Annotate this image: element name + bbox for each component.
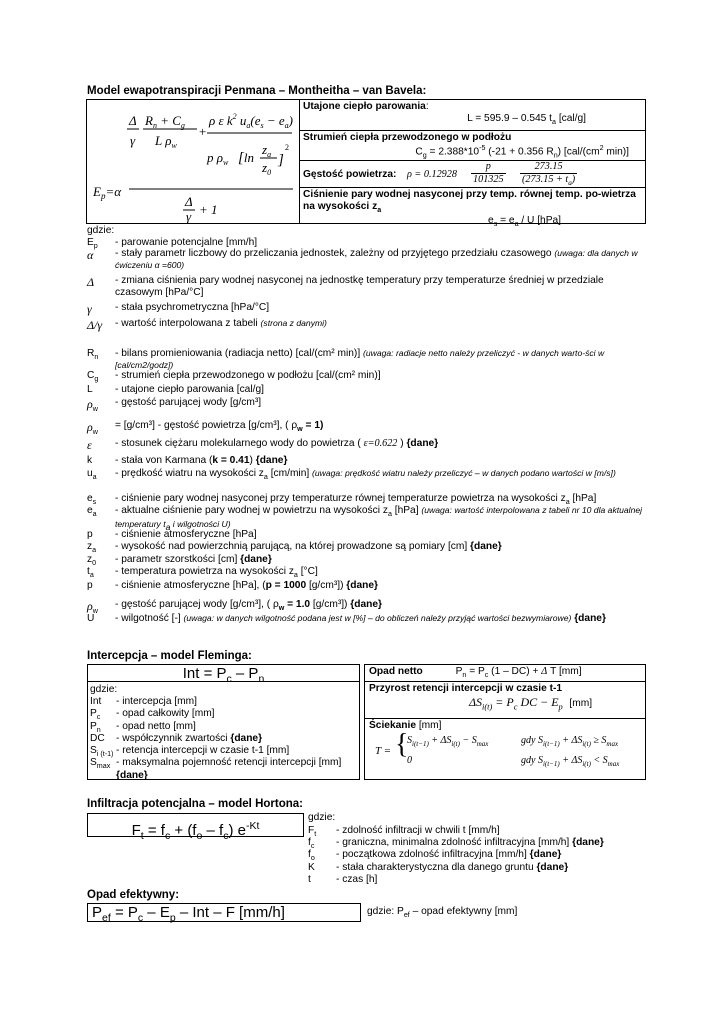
d-delta: Δ xyxy=(185,194,193,209)
definition-text: - graniczna, minimalna zdolność infiltracyjna [mm/h] {dane} xyxy=(336,837,604,849)
penman-formula xyxy=(87,100,300,223)
opad-netto-formula: $P_n = P_c$ (1 – DC) + Δ T [mm] xyxy=(455,666,582,680)
definition-row xyxy=(90,733,357,745)
za-frac: $z_a$ xyxy=(262,142,272,159)
definition-symbol: Int xyxy=(90,696,102,708)
dane-tag: {dane} xyxy=(116,769,148,781)
definition-text: - retencja intercepcji w czasie t-1 [mm] xyxy=(116,745,290,757)
ep-lhs: $E_p=\alpha$ xyxy=(93,184,122,201)
air-density-cell: Gęstość powietrza: ρ = 0.12928 $\frac{p}{101325}$ $\frac{273.15}{(273.15 + t_a)}$ xyxy=(299,161,645,188)
n1-bot: γ xyxy=(130,133,136,148)
definition-row xyxy=(90,745,357,757)
definition-symbol: $P_c$ xyxy=(90,708,101,722)
definition-symbol: $S_{i (t-1)}$ xyxy=(90,745,114,759)
definition-text: = [g/cm³] - gęstość powietrza [g/cm³], ( $\rho_w = 1$) xyxy=(115,420,324,434)
t-eq: T = xyxy=(375,745,392,757)
definition-symbol: γ xyxy=(87,302,92,316)
horton-definitions xyxy=(308,825,648,886)
definition-symbol: L xyxy=(87,384,93,395)
definition-text: - parowanie potencjalne [mm/h] xyxy=(115,237,258,248)
definition-symbol: p xyxy=(87,529,93,540)
opad-netto-cell xyxy=(365,665,645,682)
przyrost-formula: $\Delta S_{i(t)} = P_c$ DC − $E_p$ [mm] xyxy=(469,695,593,712)
przyrost-cell xyxy=(365,682,645,719)
definition-row xyxy=(308,862,648,874)
definition-row xyxy=(90,757,357,781)
sat-pressure-cell xyxy=(299,188,645,228)
horton-formula: $F_t = f_c + (f_o - f_c)$ $e^{-Kt}$ xyxy=(131,820,260,842)
horton-formula-box xyxy=(87,813,304,842)
z0-frac: $z_0$ xyxy=(262,160,272,177)
fleming-gdzie: gdzie: xyxy=(90,684,118,695)
section-title-fleming: Intercepcja – model Fleminga: xyxy=(87,650,252,662)
definition-text: - temperatura powietrza na wysokości $z_a$ [°C] xyxy=(115,566,318,580)
definition-text: - stała von Karmana (k = 0.41) {dane} xyxy=(115,455,288,466)
definition-row xyxy=(308,837,648,849)
latent-heat-formula: L = 595.9 – 0.545 $t_a$ [cal/g] xyxy=(467,113,586,127)
fleming-formula-box xyxy=(87,664,360,685)
definition-symbol: p xyxy=(87,580,93,591)
definition-symbol: $R_n$ xyxy=(87,348,99,362)
definition-symbol: $\rho_w$ xyxy=(87,599,98,616)
definition-text: - ciśnienie atmosferyczne [hPa] xyxy=(115,529,257,540)
definition-symbol: $\rho_w$ xyxy=(87,420,98,437)
definition-symbol: DC xyxy=(90,732,105,744)
definition-text: - opad całkowity [mm] xyxy=(116,708,215,720)
section-title-penman: Model ewapotranspiracji Penmana – Montheitha – van Bavela: xyxy=(87,85,427,97)
gdzie-label: gdzie: xyxy=(87,225,115,236)
definition-text: - gęstość parującej wody [g/cm³] xyxy=(115,397,262,408)
dane-tag: {dane} xyxy=(536,861,569,873)
definition-text: - początkowa zdolność infiltracyjna [mm/h] {dane} xyxy=(336,849,562,861)
definition-note: (uwaga: radiacje netto należy przeliczyć - w danych warto-ści w [cal/cm2/godz]) xyxy=(115,348,605,371)
definition-symbol: k xyxy=(87,455,93,466)
dane-tag: {dane} xyxy=(529,849,562,861)
section-title-effective: Opad efektywny: xyxy=(87,889,180,901)
horton-gdzie: gdzie: xyxy=(308,812,336,823)
d-gamma: γ xyxy=(186,209,192,223)
definition-symbol: $t_a$ xyxy=(87,566,94,580)
sciekanie-cell: Ściekanie [mm] T = { $S_{i(t-1)} + \Delta S_{i(t)} - S_{max}$ gdy $S_{i(t-1)} + \Delta S_{i(t)} \ge S_{max}$ 0 gdy $S_{i(t-1)} + \Delta S_{i(t)} < S_{max}$ xyxy=(369,720,620,768)
definition-text: - maksymalna pojemność retencji intercepcji [mm] {dane} xyxy=(116,757,342,781)
definition-symbol: $e_s$ xyxy=(87,493,97,507)
case-1: $S_{i(t-1)} + \Delta S_{i(t)} - S_{max}$ xyxy=(407,735,489,748)
effective-formula: $P_{ef} = P_c - E_p$ – Int – F [mm/h] xyxy=(92,904,285,924)
definition-symbol: t xyxy=(308,873,311,885)
sat-pressure-title: Ciśnienie pary wodnej nasyconej przy temp. równej temp. po-wietrza na wysokości $z_a$ xyxy=(303,189,636,215)
definition-symbol: $z_0$ xyxy=(87,554,97,568)
definition-text: - parametr szorstkości [cm] {dane} xyxy=(115,554,272,565)
dane-tag: {dane} xyxy=(572,837,604,849)
fleming-defs-box xyxy=(87,681,360,780)
opad-netto-title: Opad netto xyxy=(369,666,423,677)
definition-text: - czas [h] xyxy=(336,873,378,885)
soil-heat-formula: $C_g = 2.388*10^{-5}$ (-21 + 0.356 $R_n$) [$cal/(cm^2$ min)] xyxy=(415,144,629,160)
n3-top: ρ ε $k^2$ $u_a(e_s - e_a)$ xyxy=(209,112,294,130)
definition-symbol: $z_a$ xyxy=(87,541,97,555)
definition-row xyxy=(308,874,648,886)
brace: { xyxy=(395,729,409,760)
definition-note: (uwaga: w danych wilgotność podana jest w [%] – do obliczeń należy przyjąć wartości bezwymiarowe) xyxy=(183,613,572,623)
definition-text: - ciśnienie pary wodnej nasyconej przy temperaturze równej temperaturze powietrza na wysokości $z_a$ [hPa] xyxy=(115,493,597,507)
fleming-definitions xyxy=(90,696,357,782)
definition-text: - bilans promieniowania (radiacja netto) [cal/(cm² min)] (uwaga: radiacje netto należy przeliczyć - w danych warto-ści w [cal/cm2/godz]) xyxy=(115,348,605,371)
definition-row xyxy=(90,696,357,708)
sat-pressure-formula: $e_s = e_a / U$ [hPa] xyxy=(488,214,561,228)
definition-symbol: ε xyxy=(87,438,92,452)
definition-text: - stała psychrometryczna [hPa/°C] xyxy=(115,302,270,313)
definition-note: (uwaga: prędkość wiatru należy przeliczyć – w danych podano wartości w [m/s]) xyxy=(312,468,616,478)
penman-equation-svg xyxy=(87,100,299,223)
definition-row xyxy=(308,849,648,861)
definition-symbol: $e_a$ xyxy=(87,505,97,519)
definition-symbol: α xyxy=(87,248,94,262)
definition-text: - wartość interpolowana z tabeli (strona z danymi) xyxy=(115,318,327,329)
section-title-horton: Infiltracja potencjalna – model Hortona: xyxy=(87,798,303,810)
definition-text: - wysokość nad powierzchnią parującą, na której prowadzone są pomiary [cm] {dane} xyxy=(115,541,502,552)
effective-formula-box xyxy=(87,903,361,922)
definition-text: - stały parametr liczbowy do przeliczania jednostek, zależny od przyjętego przedziału czasowego (uwaga: dla danych w ćwiczeniu α =600) xyxy=(115,248,638,271)
definition-text: - opad netto [mm] xyxy=(116,720,196,732)
soil-heat-cell xyxy=(299,131,645,161)
definition-symbol: $P_n$ xyxy=(90,720,101,734)
definition-symbol: $S_{max}$ xyxy=(90,757,111,771)
definition-text: - ciśnienie atmosferyczne [hPa], (p = 1000 [g/cm³]) {dane} xyxy=(115,580,379,591)
dane-tag: {dane} xyxy=(255,455,288,466)
dane-tag: {dane} xyxy=(574,613,606,624)
definition-symbol: U xyxy=(87,613,95,624)
n2-top: $R_n + C_g$ xyxy=(145,113,185,130)
penman-formula-box xyxy=(86,99,646,228)
fleming-right-box xyxy=(364,664,646,780)
definition-text: - prędkość wiatru na wysokości $z_a$ [cm/min] (uwaga: prędkość wiatru należy przeliczyć – w danych podano wartości w [m/s]) xyxy=(115,468,616,482)
definition-symbol: Δ/γ xyxy=(87,318,103,332)
latent-heat-cell: Utajone ciepło parowania: L = 595.9 – 0.545 $t_a$ [cal/g] xyxy=(299,100,645,131)
dane-tag: {dane} xyxy=(346,580,379,591)
definition-symbol: $C_g$ xyxy=(87,370,99,384)
ln-text: [ln xyxy=(238,150,254,166)
definition-text: - stała charakterystyczna dla danego gruntu {dane} xyxy=(336,861,569,873)
air-density-title: Gęstość powietrza: xyxy=(303,169,397,180)
definition-row xyxy=(90,721,357,733)
definition-symbol: $\rho_w$ xyxy=(87,397,98,414)
definition-text: - zdolność infiltracji w chwili t [mm/h] xyxy=(336,825,500,836)
svg-text:2: 2 xyxy=(285,143,289,152)
definition-text: - intercepcja [mm] xyxy=(116,696,197,708)
case-1-cond: gdy $S_{i(t-1)} + \Delta S_{i(t)} \ge S_{max}$ xyxy=(521,735,619,748)
definition-symbol: K xyxy=(308,861,315,873)
fleming-formula: Int = $P_c - P_n$ xyxy=(182,665,265,685)
plus: + xyxy=(199,124,207,139)
sciekanie-title: Ściekanie xyxy=(369,720,417,731)
definition-symbol: Δ xyxy=(87,275,95,289)
dane-tag: {dane} xyxy=(406,438,439,449)
definition-symbol: $f_c$ xyxy=(308,837,315,851)
case-2: 0 xyxy=(407,755,412,766)
d-plus: + 1 xyxy=(199,202,218,217)
definition-symbol: $E_p$ xyxy=(87,237,98,251)
definition-text: - aktualne ciśnienie pary wodnej w powietrzu na wysokości $z_a$ [hPa] (uwaga: wartość interpolowana z tabeli nr 10 dla aktualnej temperatury $t_a$ i wilgotności U) xyxy=(115,505,643,532)
dane-tag: {dane} xyxy=(230,732,263,744)
definition-text: - gęstość parującej wody [g/cm³], ( $\rho_w = 1.0$ [g/cm³]) {dane} xyxy=(115,599,382,613)
definition-symbol: $f_o$ xyxy=(308,849,315,863)
definition-text: - wilgotność [-] (uwaga: w danych wilgotność podana jest w [%] – do obliczeń należy przyjąć wartości bezwymiarowe) {dane} xyxy=(115,613,606,624)
definition-note: (uwaga: dla danych w ćwiczeniu α =600) xyxy=(115,248,638,271)
effective-note: gdzie: $P_{ef}$ – opad efektywny [mm] xyxy=(367,906,518,920)
definition-note: (strona z danymi) xyxy=(260,318,327,328)
definition-text: - współczynnik zwartości {dane} xyxy=(116,732,263,744)
soil-heat-title: Strumień ciepła przewodzonego w podłożu xyxy=(303,132,512,143)
definition-text: - stosunek ciężaru molekularnego wody do powietrza ( ε=0.622 ) {dane} xyxy=(115,438,439,449)
penman-definitions xyxy=(87,237,647,642)
dane-tag: {dane} xyxy=(470,541,502,552)
n1-top: Δ xyxy=(129,113,137,128)
definition-text: - strumień ciepła przewodzonego w podłożu [cal/(cm² min)] xyxy=(115,370,381,381)
definition-row xyxy=(308,825,648,837)
n2-bot: L $\rho_w$ xyxy=(155,133,177,150)
dane-tag: {dane} xyxy=(240,554,272,565)
definition-text: - utajone ciepło parowania [cal/g] xyxy=(115,384,264,395)
latent-heat-title: Utajone ciepło parowania xyxy=(303,101,426,112)
svg-text:]: ] xyxy=(278,152,284,168)
definition-text: - zmiana ciśnienia pary wodnej nasyconej na jednostkę temperatury przy temperaturze średniej w przedziale czasowym [hPa/°C] xyxy=(115,275,604,299)
definition-symbol: $u_a$ xyxy=(87,468,97,482)
definition-note: (uwaga: wartość interpolowana z tabeli nr 10 dla aktualnej temperatury t xyxy=(115,505,643,529)
case-2-cond: gdy $S_{i(t-1)} + \Delta S_{i(t)} < S_{max}$ xyxy=(521,755,620,768)
n3-bot: p $\rho_w$ xyxy=(207,150,229,167)
przyrost-title: Przyrost retencji intercepcji w czasie t-1 xyxy=(369,683,563,694)
definition-row xyxy=(90,708,357,720)
dane-tag: {dane} xyxy=(350,599,382,610)
definition-symbol: $F_t$ xyxy=(308,825,317,839)
